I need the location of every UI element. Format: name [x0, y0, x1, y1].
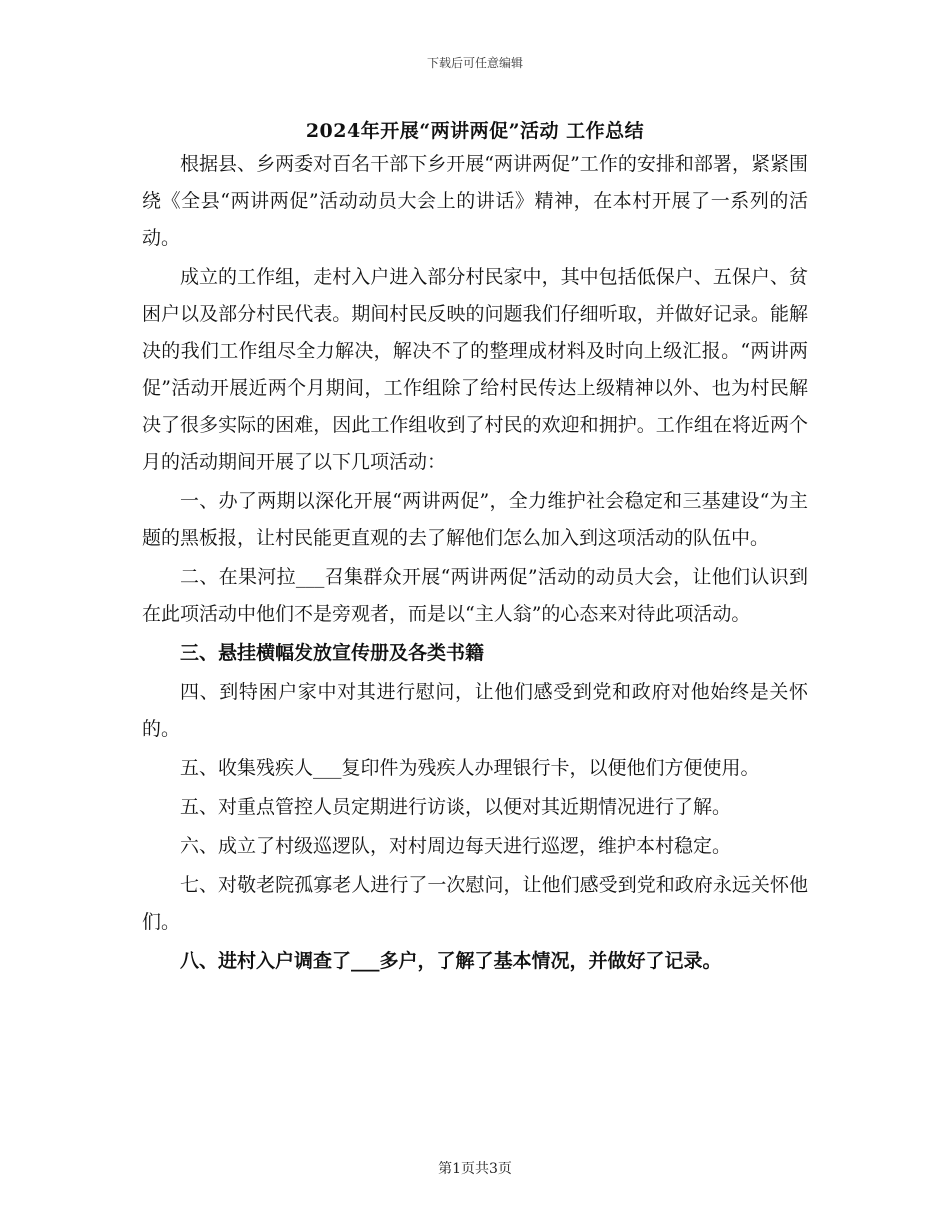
paragraph-intro: 根据县、乡两委对百名干部下乡开展“两讲两促”工作的安排和部署，紧紧围绕《全县“两讲两促”活动动员大会上的讲话》精神，在本村开展了一系列的活动。: [142, 153, 808, 249]
paragraph-work-group: 成立的工作组，走村入户进入部分村民家中，其中包括低保户、五保户、贫困户以及部分村民代表。期间村民反映的问题我们仔细听取，并做好记录。能解决的我们工作组尽全力解决，解决不了的整理成材料及时向上级汇报。“两讲两促”活动开展近两个月期间，工作组除了给村民传达上级精神以外、也为村民解决了很多实际的困难，因此工作组收到了村民的欢迎和拥护。工作组在将近两个月的活动期间开展了以下几项活动：: [142, 266, 808, 473]
page-number: 第1页共3页: [438, 1161, 512, 1177]
paragraph-item-2: 二、在果河拉___召集群众开展“两讲两促”活动的动员大会，让他们认识到在此项活动中他们不是旁观者，而是以“主人翁”的心态来对待此项活动。: [142, 566, 808, 625]
page-header-note: 下载后可任意编辑: [426, 56, 523, 70]
paragraph-item-5a: 五、收集残疾人___复印件为残疾人办理银行卡，以便他们方便使用。: [180, 757, 760, 779]
paragraph-item-3: 三、悬挂横幅发放宣传册及各类书籍: [180, 642, 485, 664]
paragraph-item-8: 八、进村入户调查了___多户，了解了基本情况，并做好了记录。: [180, 950, 722, 972]
document-body: [142, 146, 808, 980]
paragraph-item-6: 六、成立了村级巡逻队，对村周边每天进行巡逻，维护本村稳定。: [180, 835, 732, 857]
paragraph-item-4: 四、到特困户家中对其进行慰问，让他们感受到党和政府对他始终是关怀的。: [142, 681, 808, 740]
paragraph-item-5b: 五、对重点管控人员定期进行访谈，以便对其近期情况进行了解。: [180, 796, 732, 818]
paragraph-item-1: 一、办了两期以深化开展“两讲两促”，全力维护社会稳定和三基建设“为主题的黑板报，让村民能更直观的去了解他们怎么加入到这项活动的队伍中。: [142, 490, 808, 549]
document-title: 2024年开展“两讲两促”活动 工作总结: [305, 120, 645, 142]
paragraph-item-7: 七、对敬老院孤寡老人进行了一次慰问，让他们感受到党和政府永远关怀他们。: [142, 874, 808, 933]
